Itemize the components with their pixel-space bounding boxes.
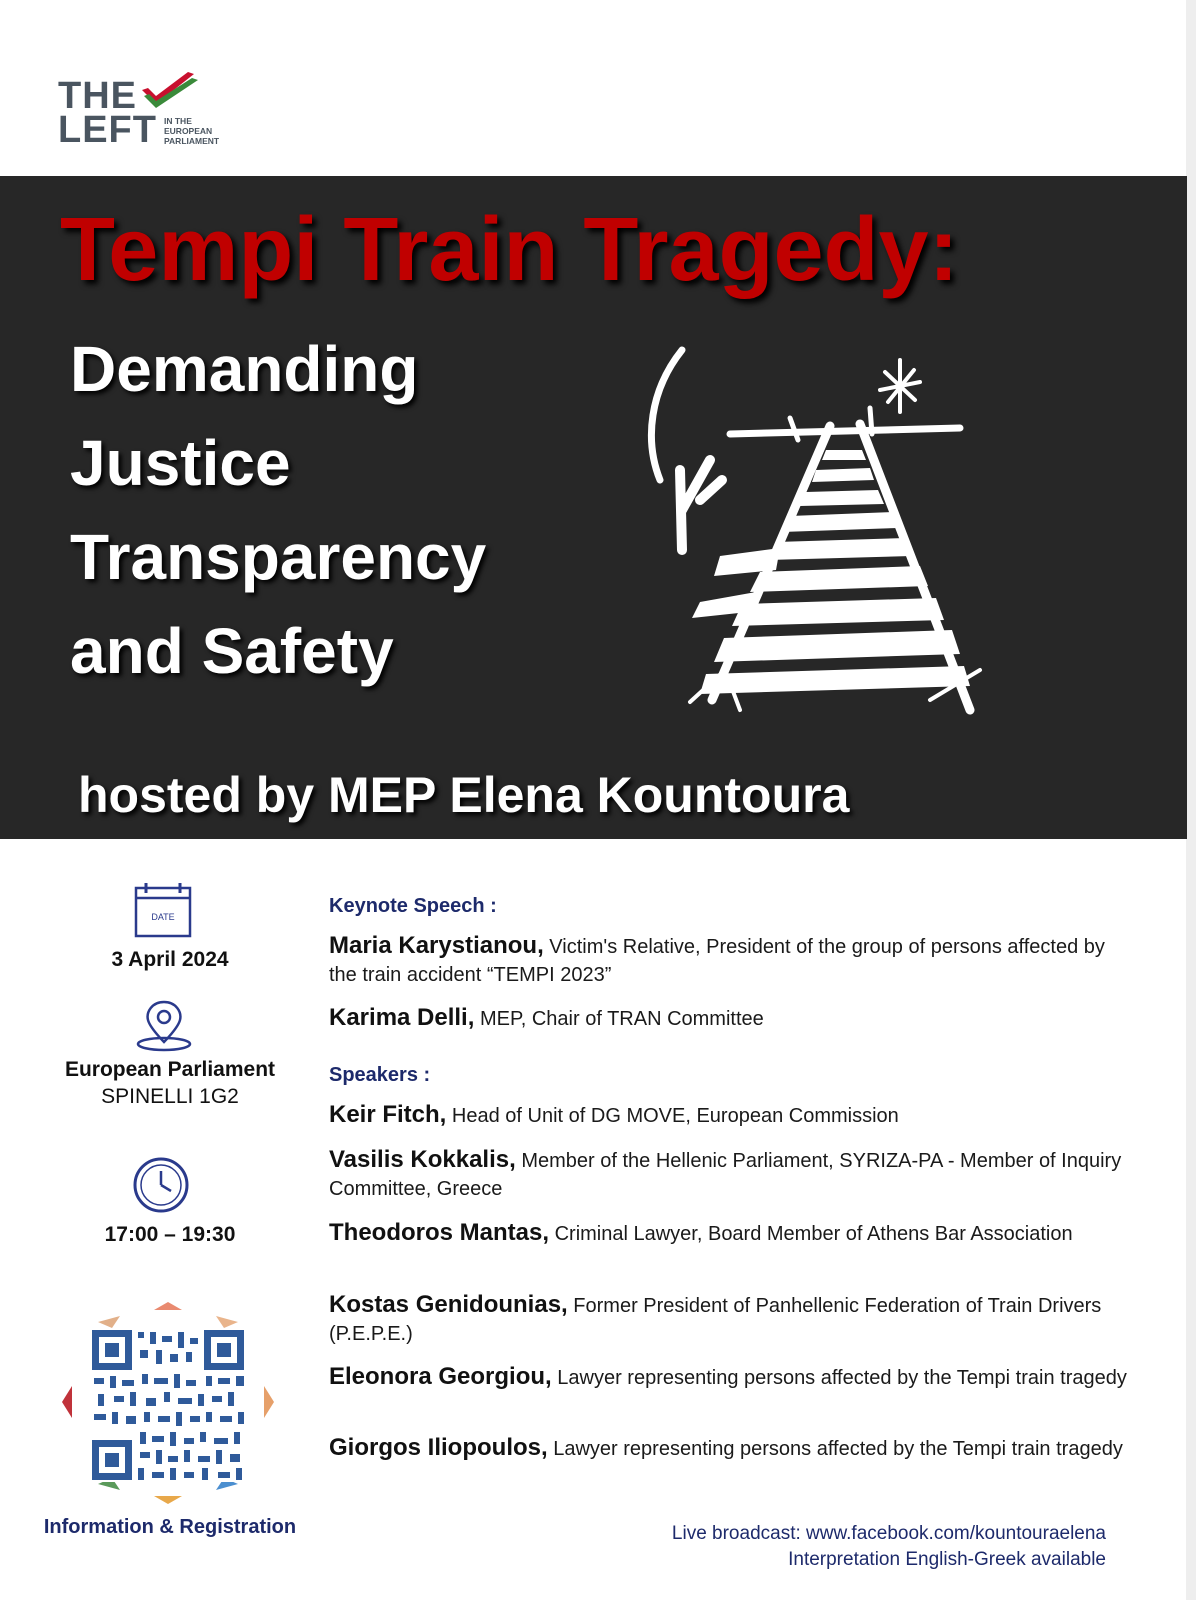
speaker-item: [329, 1291, 1129, 1348]
broadcast-link[interactable]: Live broadcast: www.facebook.com/kountouraelena: [671, 1523, 1106, 1544]
speaker-desc: Victim's Relative, President of the group of persons affected by the train accident “TEMPI 2023”: [329, 936, 1105, 986]
page-edge: [1186, 0, 1196, 1600]
speaker-name: Karima Delli,: [329, 1004, 475, 1031]
subtitle-line: Justice: [70, 427, 291, 499]
logo-sub-1: IN THE: [164, 116, 192, 126]
interpretation-note: Interpretation English-Greek available: [788, 1549, 1106, 1570]
speaker-name: Maria Karystianou,: [329, 932, 544, 959]
speaker-name: Vasilis Kokkalis,: [329, 1146, 516, 1173]
speaker-desc: Lawyer representing persons affected by the Tempi train tragedy: [553, 1438, 1123, 1460]
calendar-label: DATE: [151, 912, 175, 922]
speaker-desc: Lawyer representing persons affected by the Tempi train tragedy: [557, 1367, 1127, 1389]
venue-room: SPINELLI 1G2: [101, 1085, 239, 1108]
subtitle-lines: [70, 322, 486, 698]
logo-sub-3: PARLIAMENT: [164, 136, 220, 146]
host-line: hosted by MEP Elena Kountoura: [78, 767, 850, 823]
registration-label: Information & Registration: [43, 1516, 297, 1538]
logo-line1: THE: [58, 75, 137, 117]
speaker-name: Theodoros Mantas,: [329, 1219, 550, 1246]
speaker-item: [329, 1219, 1129, 1248]
speaker-desc: Member of the Hellenic Parliament, SYRIZA-PA - Member of Inquiry Committee, Greece: [329, 1150, 1122, 1200]
location-pin-icon: [134, 998, 194, 1054]
logo-line2: LEFT: [58, 109, 157, 151]
calendar-icon: [134, 882, 192, 938]
speaker-desc: Head of Unit of DG MOVE, European Commission: [451, 1105, 899, 1127]
keynote-item: [329, 932, 1129, 989]
speaker-name: Giorgos Iliopoulos,: [329, 1434, 548, 1461]
subtitle-line: and Safety: [70, 615, 394, 687]
checkmark-flag-icon: [138, 68, 248, 112]
keynote-heading: Keynote Speech :: [329, 895, 497, 917]
railway-track-illustration: [630, 330, 1020, 730]
speaker-name: Kostas Genidounias,: [329, 1291, 568, 1318]
speaker-name: Keir Fitch,: [329, 1101, 447, 1128]
qr-code[interactable]: [58, 1298, 278, 1508]
venue-name: European Parliament: [64, 1058, 276, 1081]
subtitle-line: Transparency: [70, 521, 487, 593]
speaker-desc: MEP, Chair of TRAN Committee: [479, 1008, 764, 1030]
speaker-item: [329, 1146, 1129, 1203]
subtitle-line: Demanding: [70, 333, 419, 405]
logo-sub-2: EUROPEAN: [164, 126, 213, 136]
speaker-desc: Former President of Panhellenic Federation of Train Drivers (P.E.P.E.): [329, 1295, 1102, 1345]
speakers-heading: Speakers :: [329, 1064, 431, 1086]
speaker-item: [329, 1101, 1129, 1130]
event-date: 3 April 2024: [111, 948, 229, 971]
event-title: Tempi Train Tragedy:: [60, 200, 959, 300]
speaker-name: Eleonora Georgiou,: [329, 1363, 552, 1390]
speaker-item: [329, 1363, 1129, 1392]
speaker-item: [329, 1434, 1129, 1463]
logo-subtitle: [164, 116, 219, 146]
keynote-item: [329, 1004, 1129, 1033]
the-left-logo: [58, 68, 258, 158]
event-time: 17:00 – 19:30: [104, 1223, 236, 1246]
clock-icon: [131, 1155, 191, 1215]
speaker-desc: Criminal Lawyer, Board Member of Athens Bar Association: [554, 1223, 1073, 1245]
